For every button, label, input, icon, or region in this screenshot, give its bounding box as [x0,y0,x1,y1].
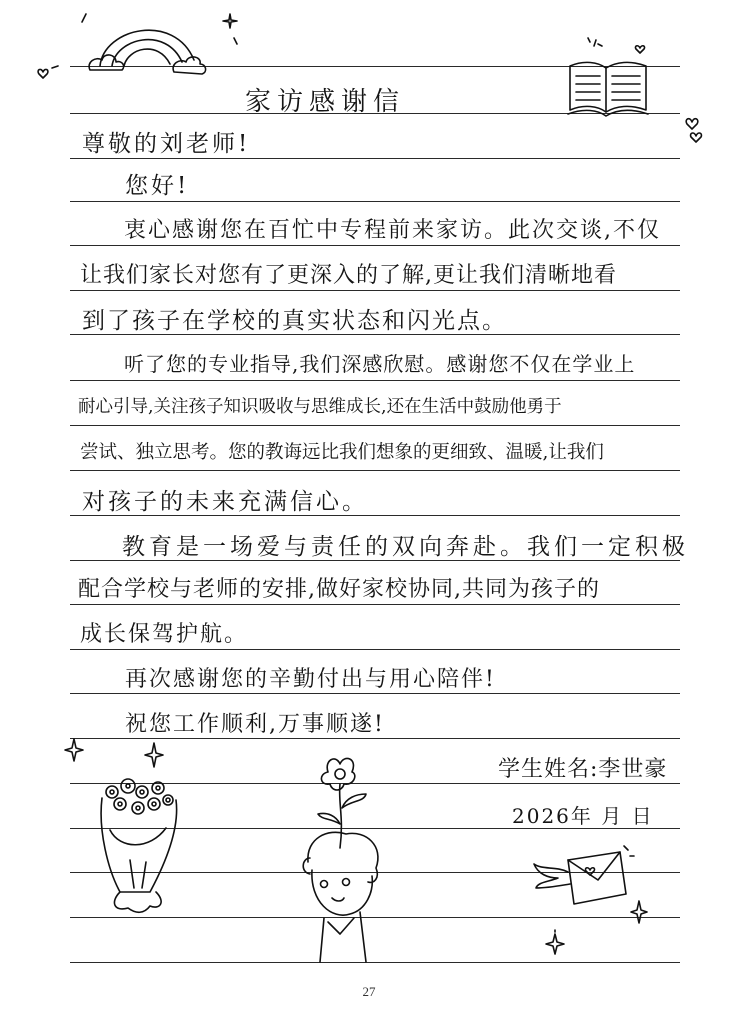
ruled-line [70,158,680,159]
open-book-icon [560,36,660,122]
page-number: 27 [362,984,376,999]
heart-icon [684,112,714,152]
rainbow-icon [82,8,212,98]
signature: 学生姓名:李世豪 [498,757,668,782]
letter-line: 成长保驾护航。 [80,622,249,647]
letter-line: 教育是一场爱与责任的双向奔赴。我们一定积极 [122,534,689,560]
sparkle-icon [222,12,242,48]
flower-bouquet-icon [80,770,200,920]
letter-line: 到了孩子在学校的真实状态和闪光点。 [82,308,507,334]
heart-icon [36,64,62,86]
letter-line: 配合学校与老师的安排,做好家校协同,共同为孩子的 [78,577,600,602]
ruled-line [70,738,680,739]
ruled-line [70,470,680,471]
letter-line: 衷心感谢您在百忙中专程前来家访。此次交谈,不仅 [124,218,661,243]
sparkle-icon [540,930,570,962]
ruled-line [70,649,680,650]
letter-line: 对孩子的未来充满信心。 [82,489,368,515]
letter-line: 让我们家长对您有了更深入的了解,更让我们清晰地看 [80,263,617,288]
ruled-line [70,245,680,246]
ruled-line [70,380,680,381]
ruled-line [70,290,680,291]
boy-with-flower-icon [288,752,408,972]
ruled-line [70,425,680,426]
letter-line: 尝试、独立思考。您的教诲远比我们想象的更细致、温暖,让我们 [80,442,604,463]
ruled-line [70,604,680,605]
ruled-line [70,201,680,202]
date: 2026年 月 日 [512,804,654,828]
letter-line: 再次感谢您的辛勤付出与用心陪伴! [125,667,496,692]
sparkle-icon [64,738,84,762]
letter-line: 祝您工作顺利,万事顺遂! [125,712,385,737]
letter-title: 家访感谢信 [245,87,406,117]
letter-line: 听了您的专业指导,我们深感欣慰。感谢您不仅在学业上 [124,352,636,376]
letter-line: 耐心引导,关注孩子知识吸收与思维成长,还在生活中鼓励他勇于 [78,397,562,417]
greeting: 您好! [125,173,190,199]
salutation: 尊敬的刘老师! [82,131,251,157]
winged-envelope-icon [528,842,638,922]
ruled-line [70,693,680,694]
sparkle-icon [144,742,164,768]
